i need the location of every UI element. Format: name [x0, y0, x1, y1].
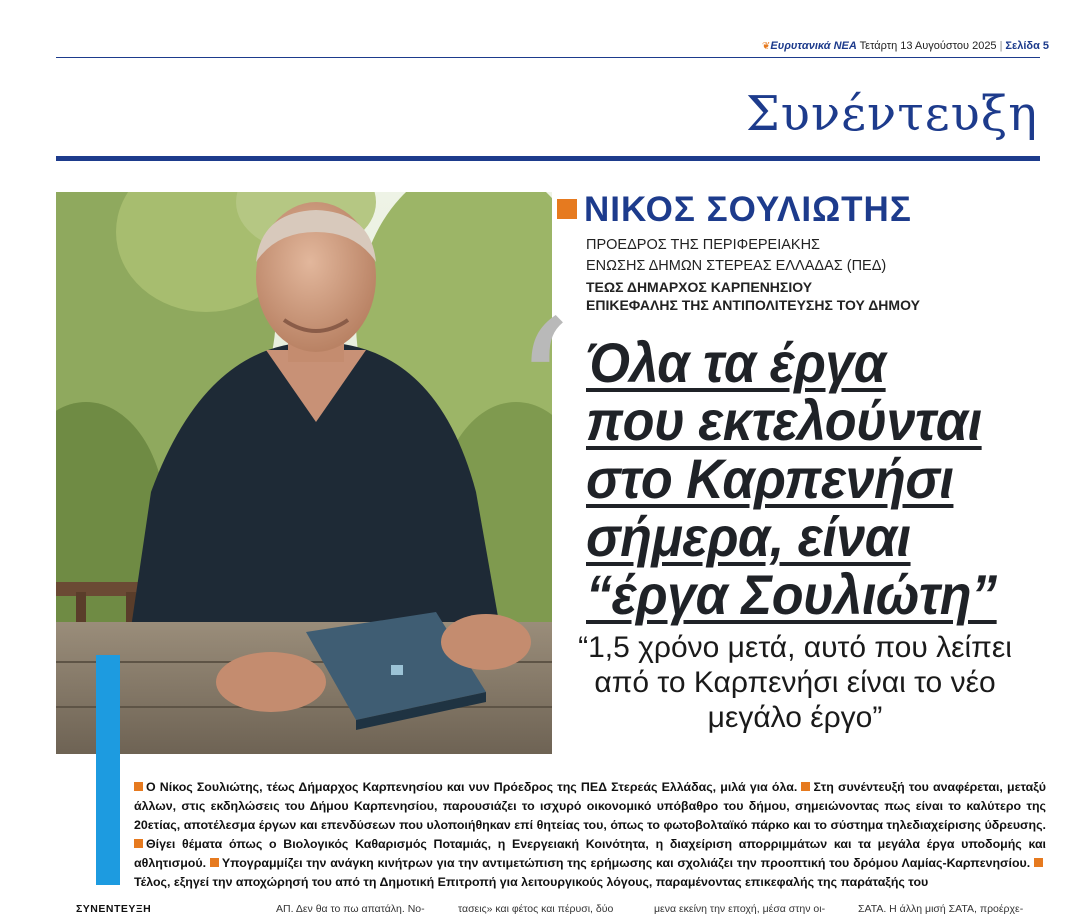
footer-section-label: ΣΥΝΕΝΤΕΥΞΗ [76, 903, 152, 915]
lead-paragraph [134, 778, 1046, 892]
section-rule [56, 156, 1040, 161]
footer-column-text: ΑΠ. Δεν θα το πω απατάλη. Νο- [276, 903, 425, 915]
role-line: ΤΕΩΣ ΔΗΜΑΡΧΟΣ ΚΑΡΠΕΝΗΣΙΟΥ [586, 279, 813, 295]
lead-sentence: Υπογραμμίζει την ανάγκη κινήτρων για την αντιμετώπιση της ερήμωσης και σχολιάζει την προοπτική του δρόμου Λαμίας-Καρπενησίου. [221, 856, 1031, 870]
issue-date: Τετάρτη 13 Αυγούστου 2025 [859, 40, 997, 52]
headline-line: “έργα Σουλιώτη” [586, 563, 997, 626]
publication-logo-icon: ❦ [762, 41, 771, 52]
page-number: Σελίδα 5 [1005, 40, 1050, 52]
publication-name: Ευρυτανικά ΝΕΑ [770, 40, 857, 52]
footer-column-text: ΣΑΤΑ. Η άλλη μισή ΣΑΤΑ, προέρχε- [858, 903, 1024, 915]
footer-column-text: τασεις» και φέτος και πέρυσι, δύο [458, 903, 614, 915]
bullet-icon [210, 858, 219, 867]
lead-sentence: Τέλος, εξηγεί την αποχώρησή του από τη Δημοτική Επιτροπή για λειτουργικούς λόγους, παραμένοντας επικεφαλής της παράταξής του [134, 875, 929, 889]
role-line: ΠΡΟΕΔΡΟΣ ΤΗΣ ΠΕΡΙΦΕΡΕΙΑΚΗΣ [586, 237, 821, 253]
bullet-icon [134, 839, 143, 848]
headline-line: Όλα τα έργα [586, 331, 886, 394]
portrait-photo [56, 192, 552, 754]
lead-sentence: Ο Νίκος Σουλιώτης, τέως Δήμαρχος Καρπενησίου και νυν Πρόεδρος της ΠΕΔ Στερεάς Ελλάδας, μιλά για όλα. [146, 780, 798, 794]
name-bullet-icon [557, 199, 577, 219]
bullet-icon [1034, 858, 1043, 867]
bullet-icon [801, 782, 810, 791]
lead-sentence: Θίγει θέματα όπως ο Βιολογικός Καθαρισμός Ποταμιάς, η Ενεργειακή Κοινότητα, η διαχείριση απορριμμάτων και τα μεγάλα έργα υποδομής και αθλητισμού. [134, 837, 1046, 870]
interviewee-name: ΝΙΚΟΣ ΣΟΥΛΙΩΤΗΣ [584, 190, 912, 229]
headline-quote [586, 331, 1056, 626]
quote-mark-icon: ‘ [512, 280, 573, 501]
accent-bar [96, 655, 120, 885]
headline-line: που εκτελούνται [586, 389, 982, 452]
header-separator: | [999, 40, 1003, 52]
footer-column-text: μενα εκείνη την εποχή, μέσα στην οι- [654, 903, 826, 915]
headline-line: σήμερα, είναι [586, 505, 911, 568]
header-rule [56, 57, 1040, 58]
headline-line: στο Καρπενήσι [586, 447, 954, 510]
bullet-icon [134, 782, 143, 791]
role-line: ΕΠΙΚΕΦΑΛΗΣ ΤΗΣ ΑΝΤΙΠΟΛΙΤΕΥΣΗΣ ΤΟΥ ΔΗΜΟΥ [586, 297, 920, 313]
role-line: ΕΝΩΣΗΣ ΔΗΜΩΝ ΣΤΕΡΕΑΣ ΕΛΛΑΔΑΣ (ΠΕΔ) [586, 258, 887, 274]
page-header [762, 40, 1050, 52]
pull-quote: “1,5 χρόνο μετά, αυτό που λείπει από το Καρπενήσι είναι το νέο μεγάλο έργο” [578, 631, 1012, 734]
lead-sentence: Στη συνέντευξή του αναφέρεται, μεταξύ άλλων, στις εκδηλώσεις του Δήμου Καρπενησίου, παρουσιάζει το ισχυρό οικονομικό υπόβαθρο του δήμου, σημειώνοντας πως είναι το καλύτερο της 20ετίας, αποτέλεσμα έργων και επενδύσεων που υλοποιήθηκαν επί θητείας του, όπως το φωτοβολταϊκό πάρκο και το σύστημα τηλεδιαχείρισης ύδρευσης. [134, 780, 1046, 832]
section-title: Συνέντευξη [745, 86, 1038, 142]
